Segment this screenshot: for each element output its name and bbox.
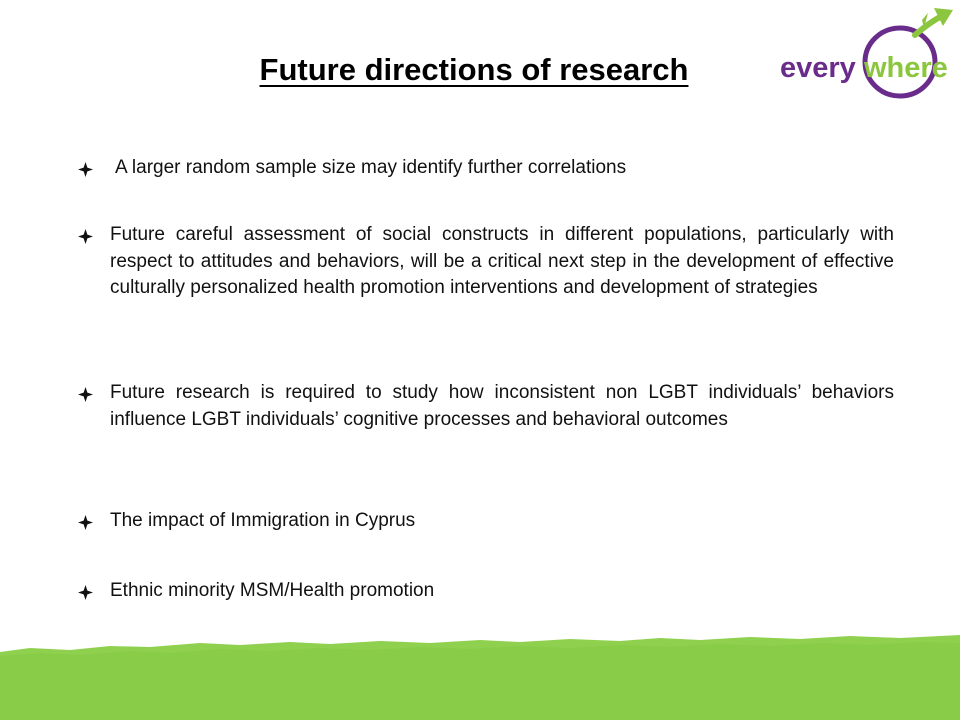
diamond-fleuron-bullet-icon: [78, 229, 93, 244]
diamond-fleuron-bullet-icon: [78, 585, 93, 600]
bullet-text: Future research is required to study how inconsistent non LGBT individuals’ behaviors influence LGBT individuals’ cognitive processes and behavioral outcomes: [110, 382, 894, 430]
logo-text-where: where: [864, 52, 948, 84]
bullet-text: Future careful assessment of social constructs in different populations, particularly with respect to attitudes and behaviors, will be a critical next step in the development of effective culturally personalized health promotion interventions and development of strategies: [110, 224, 894, 298]
everywhere-logo: [772, 4, 956, 102]
diamond-fleuron-bullet-icon: [78, 162, 93, 177]
bullet-item: [78, 222, 894, 302]
bullet-item: [78, 380, 894, 433]
logo-arrow-shaft: [915, 16, 942, 35]
bullet-text: Ethnic minority MSM/Health promotion: [110, 580, 435, 601]
logo-text-every: every: [780, 52, 856, 84]
diamond-fleuron-bullet-icon: [78, 515, 93, 530]
bullet-text: A larger random sample size may identify further correlations: [115, 157, 627, 178]
bullet-item: [78, 578, 894, 605]
bullet-text: The impact of Immigration in Cyprus: [110, 510, 416, 531]
bullet-item: [78, 155, 894, 182]
bullet-item: [78, 508, 894, 535]
slide-title: Future directions of research: [259, 52, 689, 87]
diamond-fleuron-bullet-icon: [78, 387, 93, 402]
grass-footer-band: [0, 630, 960, 720]
